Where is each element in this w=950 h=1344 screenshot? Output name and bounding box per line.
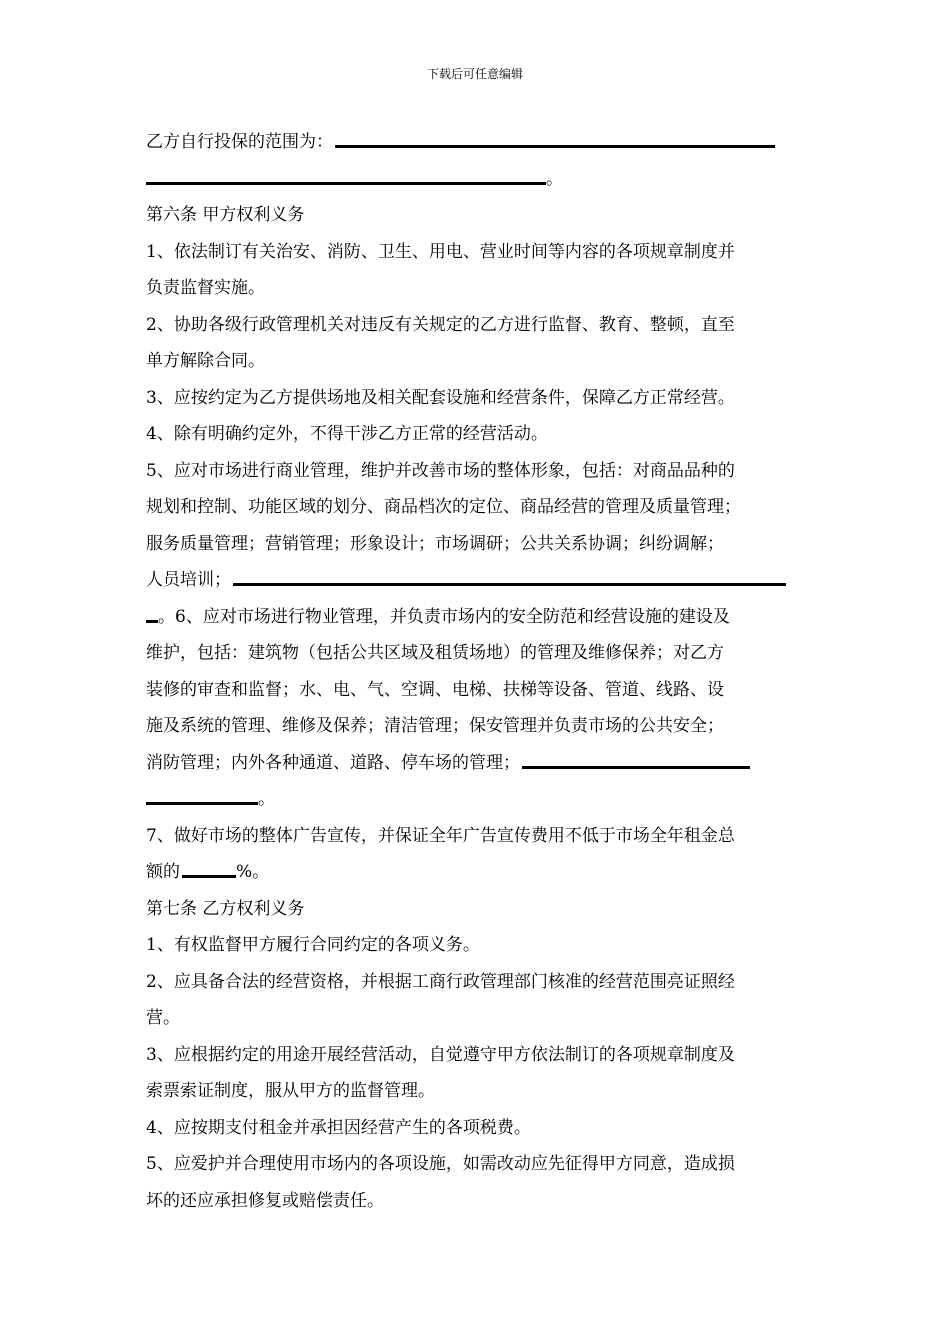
fill-in-blank[interactable] (335, 145, 775, 148)
line-text: 规划和控制、功能区域的划分、商品档次的定位、商品经营的管理及质量管理； (146, 497, 741, 517)
paragraph-line (146, 708, 806, 745)
line-text: 服务质量管理；营销管理；形象设计；市场调研；公共关系协调；纠纷调解； (146, 533, 724, 554)
paragraph-line (146, 562, 806, 599)
line-text: 第六条 甲方权利义务 (146, 205, 305, 225)
paragraph-line (146, 1073, 806, 1110)
line-text: 施及系统的管理、维修及保养；清洁管理；保安管理并负责市场的公共安全； (146, 716, 724, 736)
paragraph-line (146, 1000, 806, 1037)
line-text: 额的 (146, 862, 180, 882)
line-text: 索票索证制度，服从甲方的监督管理。 (146, 1081, 435, 1101)
paragraph-line (146, 927, 806, 964)
line-text: 坏的还应承担修复或赔偿责任。 (146, 1190, 384, 1211)
paragraph-line (146, 745, 806, 782)
paragraph-line (146, 234, 806, 271)
paragraph-line (146, 854, 806, 891)
line-text: 2、协助各级行政管理机关对违反有关规定的乙方进行监督、教育、整顿，直至 (146, 314, 735, 335)
line-text: 3、应根据约定的用途开展经营活动，自觉遵守甲方依法制订的各项规章制度及 (146, 1044, 735, 1065)
line-text: 4、除有明确约定外，不得干涉乙方正常的经营活动。 (146, 424, 548, 444)
line-text: 消防管理；内外各种通道、道路、停车场的管理； (146, 752, 520, 773)
line-text: 3、应按约定为乙方提供场地及相关配套设施和经营条件，保障乙方正常经营。 (146, 387, 735, 408)
paragraph-line (146, 489, 806, 526)
line-text: 乙方自行投保的范围为： (146, 132, 333, 152)
line-text: 第七条 乙方权利义务 (146, 898, 305, 919)
paragraph-line (146, 781, 806, 818)
fill-in-blank[interactable] (146, 620, 158, 623)
line-text: 2、应具备合法的经营资格，并根据工商行政管理部门核准的经营范围亮证照经 (146, 971, 735, 992)
paragraph-line (146, 964, 806, 1001)
page-header: 下载后可任意编辑 (426, 67, 523, 81)
line-text: 人员培训； (146, 570, 231, 590)
paragraph-line (146, 124, 806, 161)
document-body (146, 124, 806, 1219)
line-text: 7、做好市场的整体广告宣传，并保证全年广告宣传费用不低于市场全年租金总 (146, 825, 735, 846)
paragraph-line (146, 380, 806, 417)
line-tail-text: 。 (258, 789, 275, 809)
paragraph-line (146, 599, 806, 636)
line-text: 1、依法制订有关治安、消防、卫生、用电、营业时间等内容的各项规章制度并 (146, 241, 735, 262)
paragraph-line (146, 1110, 806, 1147)
paragraph-line (146, 635, 806, 672)
paragraph-line (146, 818, 806, 855)
line-text: 维护，包括：建筑物（包括公共区域及租赁场地）的管理及维修保养；对乙方 (146, 643, 724, 663)
paragraph-line (146, 891, 806, 928)
paragraph-line (146, 416, 806, 453)
line-tail-text: %。 (236, 862, 270, 882)
fill-in-blank[interactable] (233, 583, 786, 586)
line-text: 4、应按期支付租金并承担因经营产生的各项税费。 (146, 1117, 531, 1138)
paragraph-line (146, 453, 806, 490)
paragraph-line (146, 526, 806, 563)
paragraph-line (146, 1146, 806, 1183)
line-text: 装修的审查和监督；水、电、气、空调、电梯、扶梯等设备、管道、线路、设 (146, 679, 724, 700)
line-text: 负责监督实施。 (146, 278, 265, 298)
line-text: 1、有权监督甲方履行合同约定的各项义务。 (146, 935, 480, 955)
fill-in-blank[interactable] (146, 802, 258, 805)
fill-in-blank[interactable] (182, 875, 236, 878)
paragraph-line (146, 343, 806, 380)
paragraph-line (146, 307, 806, 344)
paragraph-line (146, 161, 806, 198)
paragraph-line (146, 1037, 806, 1074)
fill-in-blank[interactable] (146, 182, 546, 185)
paragraph-line (146, 270, 806, 307)
paragraph-line (146, 197, 806, 234)
fill-in-blank[interactable] (522, 766, 750, 769)
line-text: 5、应对市场进行商业管理，维护并改善市场的整体形象，包括：对商品品种的 (146, 460, 735, 481)
line-text: 营。 (146, 1008, 180, 1028)
line-tail-text: 。 (546, 168, 563, 189)
paragraph-line (146, 672, 806, 709)
paragraph-line (146, 1183, 806, 1220)
line-tail-text: 。6、应对市场进行物业管理，并负责市场内的安全防范和经营设施的建设及 (158, 606, 730, 627)
line-text: 单方解除合同。 (146, 351, 265, 371)
line-text: 5、应爱护并合理使用市场内的各项设施，如需改动应先征得甲方同意，造成损 (146, 1154, 735, 1174)
